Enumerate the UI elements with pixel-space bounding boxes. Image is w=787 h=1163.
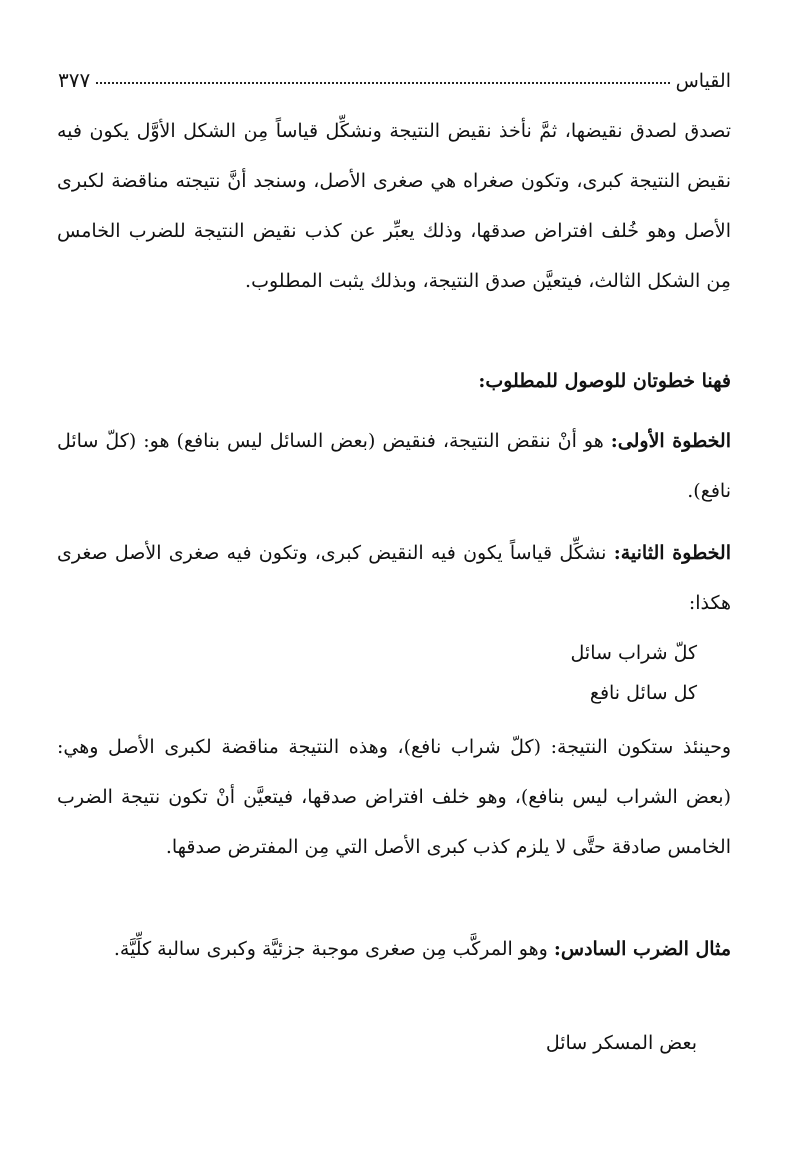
paragraph-two-steps: فهنا خطوتان للوصول للمطلوب: [478, 370, 731, 392]
example-premise-3: بعض المسكر سائل [545, 1032, 697, 1054]
header-title: القياس [675, 70, 731, 92]
running-header [58, 52, 731, 92]
paragraph-conclusion: وحينئذ ستكون النتيجة: (كلّ شراب نافع)، وهذه النتيجة مناقضة لكبرى الأصل وهي: (بعض الشراب ليس بنافع)، وهو خلف افتراض صدقها، فيتعيَّن أنْ تكون نتيجة الضرب الخامس صادقة حتَّى لا يلزم كذب كبرى الأصل التي مِن المفترض صدقها. [57, 736, 731, 858]
paragraph-step-one [57, 416, 731, 516]
sixth-mood-label: مثال الضرب السادس: [553, 938, 731, 960]
step-one-text: هو أنْ ننقض النتيجة، فنقيض (بعض السائل ليس بنافع) هو: (كلّ سائل نافع). [57, 430, 731, 502]
header-dot-leader [96, 82, 669, 84]
example-premise-1: كلّ شراب سائل [570, 642, 697, 664]
step-two-text: نشكِّل قياساً يكون فيه النقيض كبرى، وتكون فيه صغرى الأصل صغرى هكذا: [57, 542, 731, 614]
paragraph-sixth-mood [57, 924, 731, 974]
paragraph-proof: تصدق لصدق نقيضها، ثمَّ نأخذ نقيض النتيجة ونشكِّل قياساً مِن الشكل الأوَّل يكون فيه نقيض النتيجة كبرى، وتكون صغراه هي صغرى الأصل، وسنجد أنَّ نتيجته مناقضة لكبرى الأصل وهو خُلف افتراض صدقها، وذلك يعبِّر عن كذب نقيض النتيجة للضرب الخامس مِن الشكل الثالث، فيتعيَّن صدق النتيجة، وبذلك يثبت المطلوب. [57, 120, 731, 292]
paragraph-step-two [57, 528, 731, 628]
example-premise-2: كل سائل نافع [589, 682, 697, 704]
sixth-mood-text: وهو المركَّب مِن صغرى موجبة جزئيَّة وكبرى سالبة كلِّيَّة. [113, 938, 548, 960]
step-two-label: الخطوة الثانية: [613, 542, 731, 564]
page-number: ٣٧٧ [58, 68, 91, 92]
step-one-label: الخطوة الأولى: [610, 430, 731, 452]
